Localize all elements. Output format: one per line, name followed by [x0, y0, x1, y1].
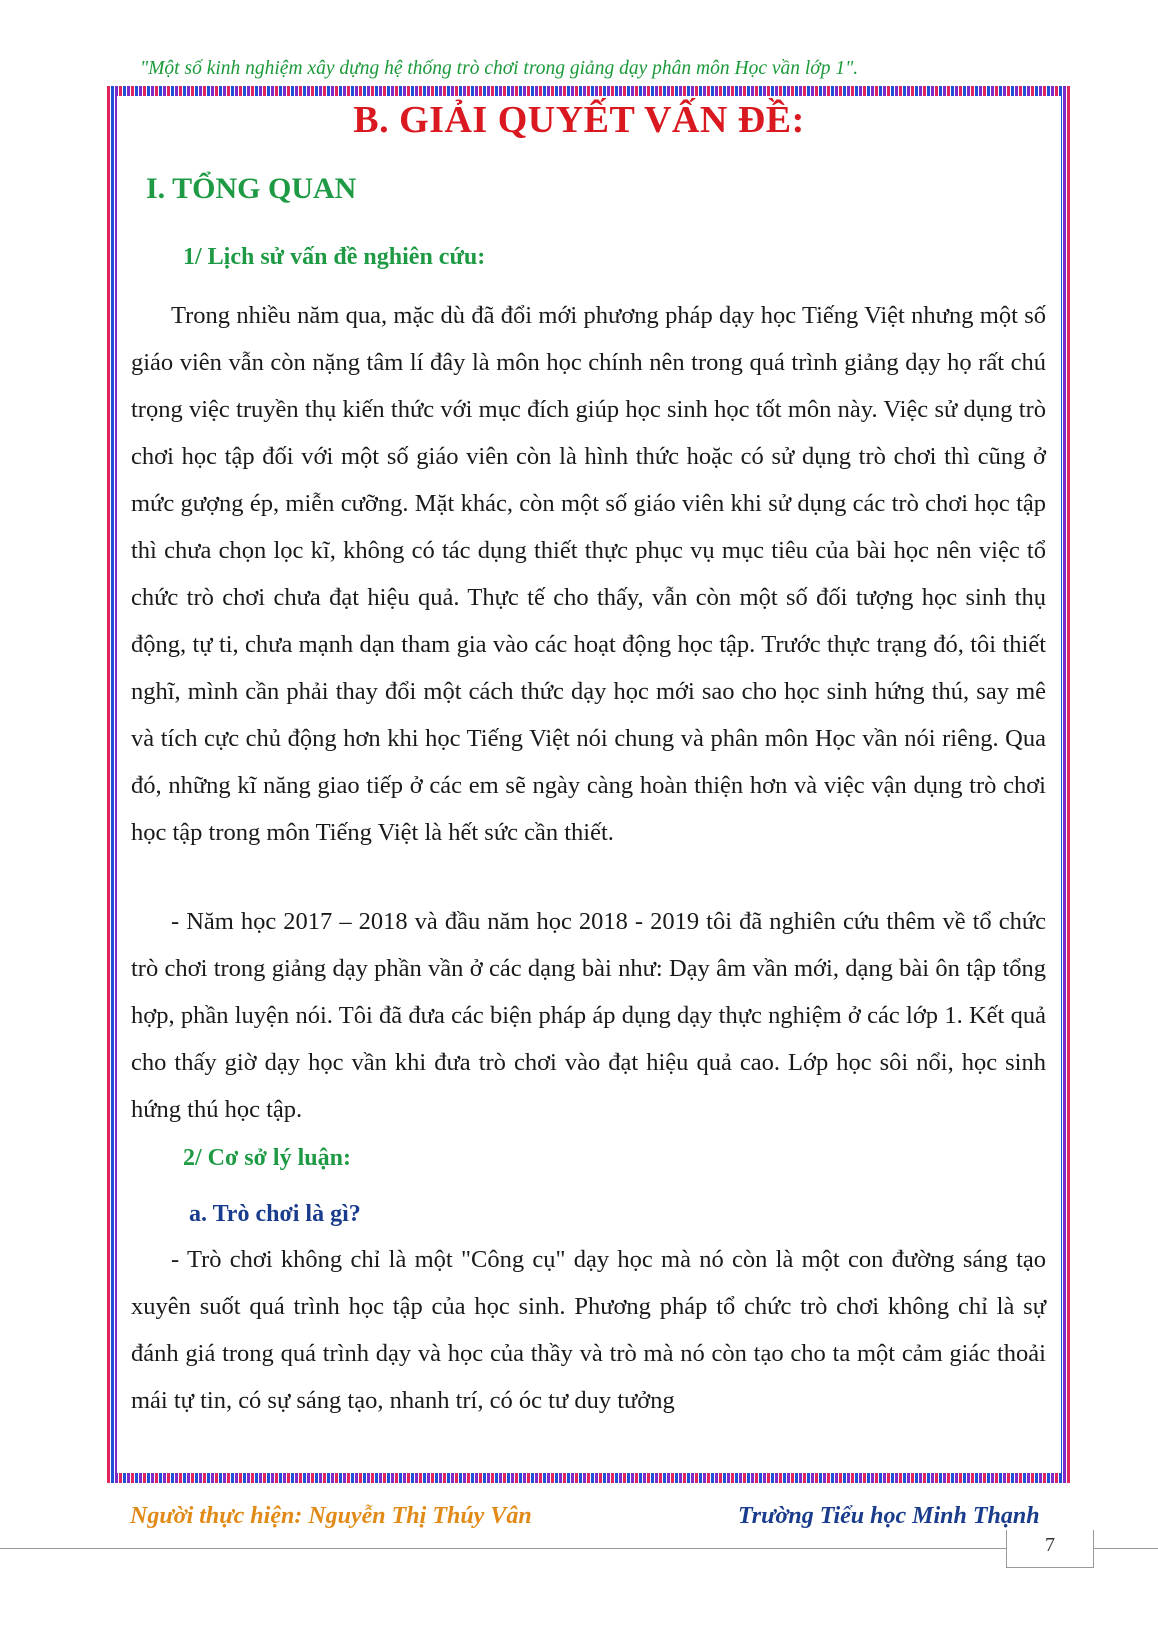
heading-research-history: 1/ Lịch sử vấn đề nghiên cứu: — [183, 244, 486, 270]
footer-author: Người thực hiện: Nguyễn Thị Thúy Vân — [130, 1503, 532, 1529]
section-title: B. GIẢI QUYẾT VẤN ĐỀ: — [353, 99, 805, 141]
heading-overview: I. TỔNG QUAN — [146, 172, 357, 205]
paragraph-experiment: - Năm học 2017 – 2018 và đầu năm học 2018 - 2019 tôi đã nghiên cứu thêm về tổ chức trò chơi trong giảng dạy phần vần ở các dạng bài như: Dạy âm vần mới, dạng bài ôn tập tổng hợp, phần luyện nói. Tôi đã đưa các biện pháp áp dụng dạy thực nghiệm ở các lớp 1. Kết quả cho thấy giờ dạy học vần khi đưa trò chơi vào đạt hiệu quả cao. Lớp học sôi nổi, học sinh hứng thú học tập. — [131, 908, 1046, 1123]
paragraph-research-history: Trong nhiều năm qua, mặc dù đã đổi mới phương pháp dạy học Tiếng Việt nhưng một số giáo viên vẫn còn nặng tâm lí đây là môn học chính nên trong quá trình giảng dạy họ rất chú trọng việc truyền thụ kiến thức với mục đích giúp học sinh học tốt môn này. Việc sử dụng trò chơi học tập đối với một số giáo viên còn là hình thức hoặc có sử dụng trò chơi thì cũng ở mức gượng ép, miễn cưỡng. Mặt khác, còn một số giáo viên khi sử dụng các trò chơi học tập thì chưa chọn lọc kĩ, không có tác dụng thiết thực phục vụ mục tiêu của bài học nên việc tổ chức trò chơi chưa đạt hiệu quả. Thực tế cho thấy, vẫn còn một số đối tượng học sinh thụ động, tự ti, chưa mạnh dạn tham gia vào các hoạt động học tập. Trước thực trạng đó, tôi thiết nghĩ, mình cần phải thay đổi một cách thức dạy học mới sao cho học sinh hứng thú, say mê và tích cực chủ động hơn khi học Tiếng Việt nói chung và phân môn Học vần nói riêng. Qua đó, những kĩ năng giao tiếp ở các em sẽ ngày càng hoàn thiện hơn và việc vận dụng trò chơi học tập trong môn Tiếng Việt là hết sức cần thiết. — [131, 302, 1046, 846]
running-header: "Một số kinh nghiệm xây dựng hệ thống trò chơi trong giảng dạy phân môn Học vần lớp 1". — [140, 58, 859, 79]
footer-rule — [0, 1548, 1006, 1549]
footer-school: Trường Tiểu học Minh Thạnh — [738, 1503, 1040, 1529]
heading-theoretical-basis: 2/ Cơ sở lý luận: — [183, 1145, 351, 1171]
footer-rule-right — [1094, 1548, 1158, 1549]
heading-what-is-game: a. Trò chơi là gì? — [189, 1201, 361, 1227]
page-number: 7 — [1045, 1534, 1055, 1556]
paragraph-game-definition: - Trò chơi không chỉ là một "Công cụ" dạy học mà nó còn là một con đường sáng tạo xuyên suốt quá trình học tập của học sinh. Phương pháp tổ chức trò chơi không chỉ là sự đánh giá trong quá trình dạy và học của thầy và trò mà nó còn tạo cho ta một cảm giác thoải mái tự tin, có sự sáng tạo, nhanh trí, có óc tư duy tưởng — [131, 1246, 1046, 1414]
